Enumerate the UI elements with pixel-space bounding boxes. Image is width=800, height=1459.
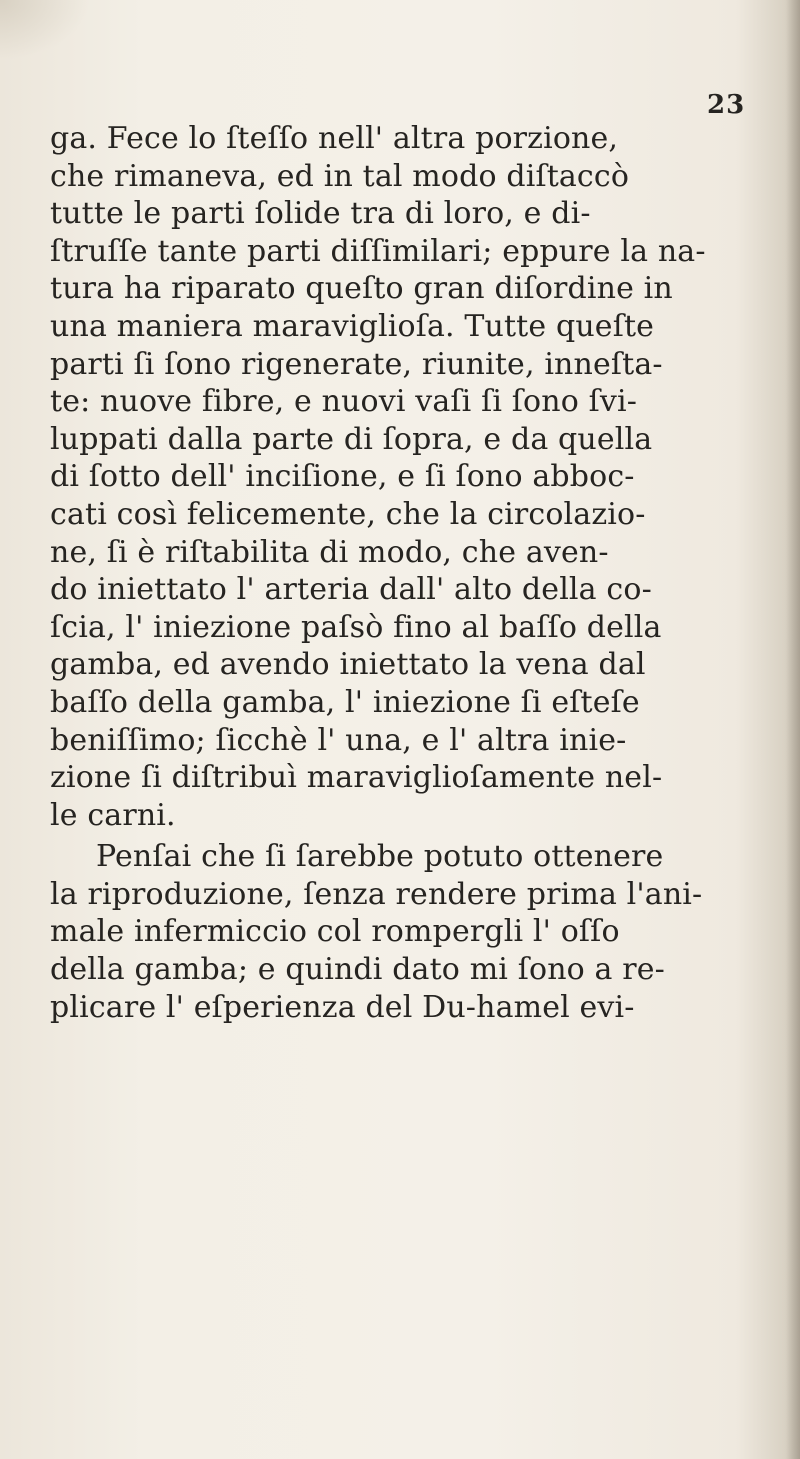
text-line: tura ha riparato queſto gran diſordine in xyxy=(50,271,673,307)
paragraph-1 xyxy=(50,120,770,834)
text-line: di ſotto dell' inciſione, e ſi ſono abboc- xyxy=(50,459,635,495)
text-line: ſtruſſe tante parti diſſimilari; eppure la na- xyxy=(50,233,706,269)
text-line: zione ſi diſtribuì maraviglioſamente nel- xyxy=(50,760,663,796)
paper-stain xyxy=(0,0,90,60)
text-line: ſcia, l' iniezione paſsò fino al baſſo della xyxy=(50,609,662,645)
text-line: la riproduzione, ſenza rendere prima l'ani- xyxy=(50,876,703,912)
text-line: tutte le parti ſolide tra di loro, e di- xyxy=(50,196,591,232)
text-line: baſſo della gamba, l' iniezione ſi eſteſe xyxy=(50,684,640,720)
text-line: gamba, ed avendo iniettato la vena dal xyxy=(50,647,646,683)
paragraph-2 xyxy=(50,838,770,1026)
text-line: una maniera maraviglioſa. Tutte queſte xyxy=(50,308,655,344)
text-line: male infermiccio col rompergli l' oſſo xyxy=(50,914,620,950)
page-edge-shadow xyxy=(786,0,800,1459)
text-line: plicare l' eſperienza del Du-hamel evi- xyxy=(50,989,635,1025)
text-line: Penſai che ſi ſarebbe potuto ottenere xyxy=(96,839,664,875)
text-line: che rimaneva, ed in tal modo diſtaccò xyxy=(50,158,630,194)
page-number: 23 xyxy=(707,90,746,120)
text-line: do iniettato l' arteria dall' alto della co- xyxy=(50,572,652,608)
text-line: le carni. xyxy=(50,797,176,833)
text-line: cati così felicemente, che la circolazio- xyxy=(50,496,646,532)
text-line: parti ſi ſono rigenerate, riunite, inneſta- xyxy=(50,346,663,382)
text-line: beniſſimo; ſicchè l' una, e l' altra inie- xyxy=(50,722,627,758)
text-line: luppati dalla parte di ſopra, e da quella xyxy=(50,421,653,457)
text-line: te: nuove fibre, e nuovi vaſi ſi ſono ſvi- xyxy=(50,384,638,420)
text-line: della gamba; e quindi dato mi ſono a re- xyxy=(50,952,665,988)
text-line: ne, ſi è riſtabilita di modo, che aven- xyxy=(50,534,609,570)
body-text xyxy=(50,120,770,1026)
text-line: ga. Fece lo ſteſſo nell' altra porzione, xyxy=(50,121,619,156)
